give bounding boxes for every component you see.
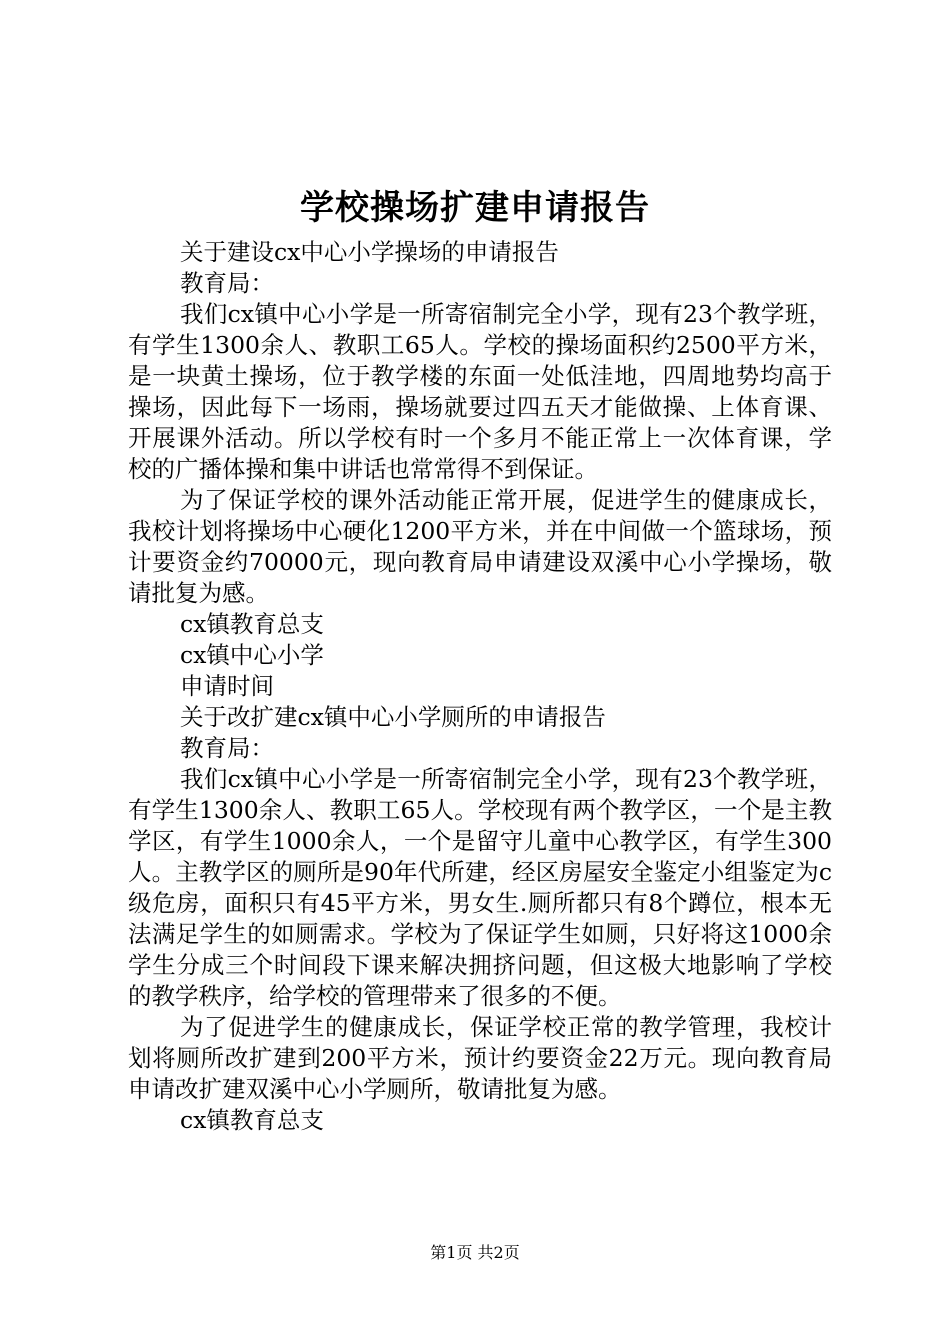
signature-line: 申请时间: [180, 672, 274, 700]
document-title: 学校操场扩建申请报告: [300, 188, 650, 228]
salutation: 教育局：: [180, 734, 274, 762]
section-toilet: [128, 702, 832, 1136]
document-body: [128, 237, 832, 1136]
section-playground: [128, 237, 832, 702]
paragraph: 为了促进学生的健康成长，保证学校正常的教学管理，我校计划将厕所改扩建到200平方米，预计约要资金22万元。现向教育局申请改扩建双溪中心小学厕所，敬请批复为感。: [128, 1013, 832, 1103]
paragraph: 我们cx镇中心小学是一所寄宿制完全小学，现有23个教学班，有学生1300余人、教职工65人。学校的操场面积约2500平方米，是一块黄土操场，位于教学楼的东面一处低洼地，四周地势均高于操场，因此每下一场雨，操场就要过四五天才能做操、上体育课、开展课外活动。所以学校有时一个多月不能正常上一次体育课，学校的广播体操和集中讲话也常常得不到保证。: [128, 300, 832, 483]
signature-line: cx镇教育总支: [180, 1106, 324, 1134]
salutation: 教育局：: [180, 269, 274, 297]
section-heading: 关于改扩建cx镇中心小学厕所的申请报告: [180, 703, 606, 731]
page-footer: 第1页 共2页: [430, 1243, 520, 1262]
section-heading: 关于建设cx中心小学操场的申请报告: [180, 238, 559, 266]
signature-line: cx镇教育总支: [180, 610, 324, 638]
paragraph: 为了保证学校的课外活动能正常开展，促进学生的健康成长，我校计划将操场中心硬化1200平方米，并在中间做一个篮球场，预计要资金约70000元，现向教育局申请建设双溪中心小学操场，敬请批复为感。: [128, 486, 832, 607]
paragraph: 我们cx镇中心小学是一所寄宿制完全小学，现有23个教学班，有学生1300余人、教职工65人。学校现有两个教学区，一个是主教学区，有学生1000余人，一个是留守儿童中心教学区，有学生300人。主教学区的厕所是90年代所建，经区房屋安全鉴定小组鉴定为c级危房，面积只有45平方米，男女生.厕所都只有8个蹲位，根本无法满足学生的如厕需求。学校为了保证学生如厕，只好将这1000余学生分成三个时间段下课来解决拥挤问题，但这极大地影响了学校的教学秩序，给学校的管理带来了很多的不便。: [128, 765, 832, 1010]
signature-line: cx镇中心小学: [180, 641, 324, 669]
